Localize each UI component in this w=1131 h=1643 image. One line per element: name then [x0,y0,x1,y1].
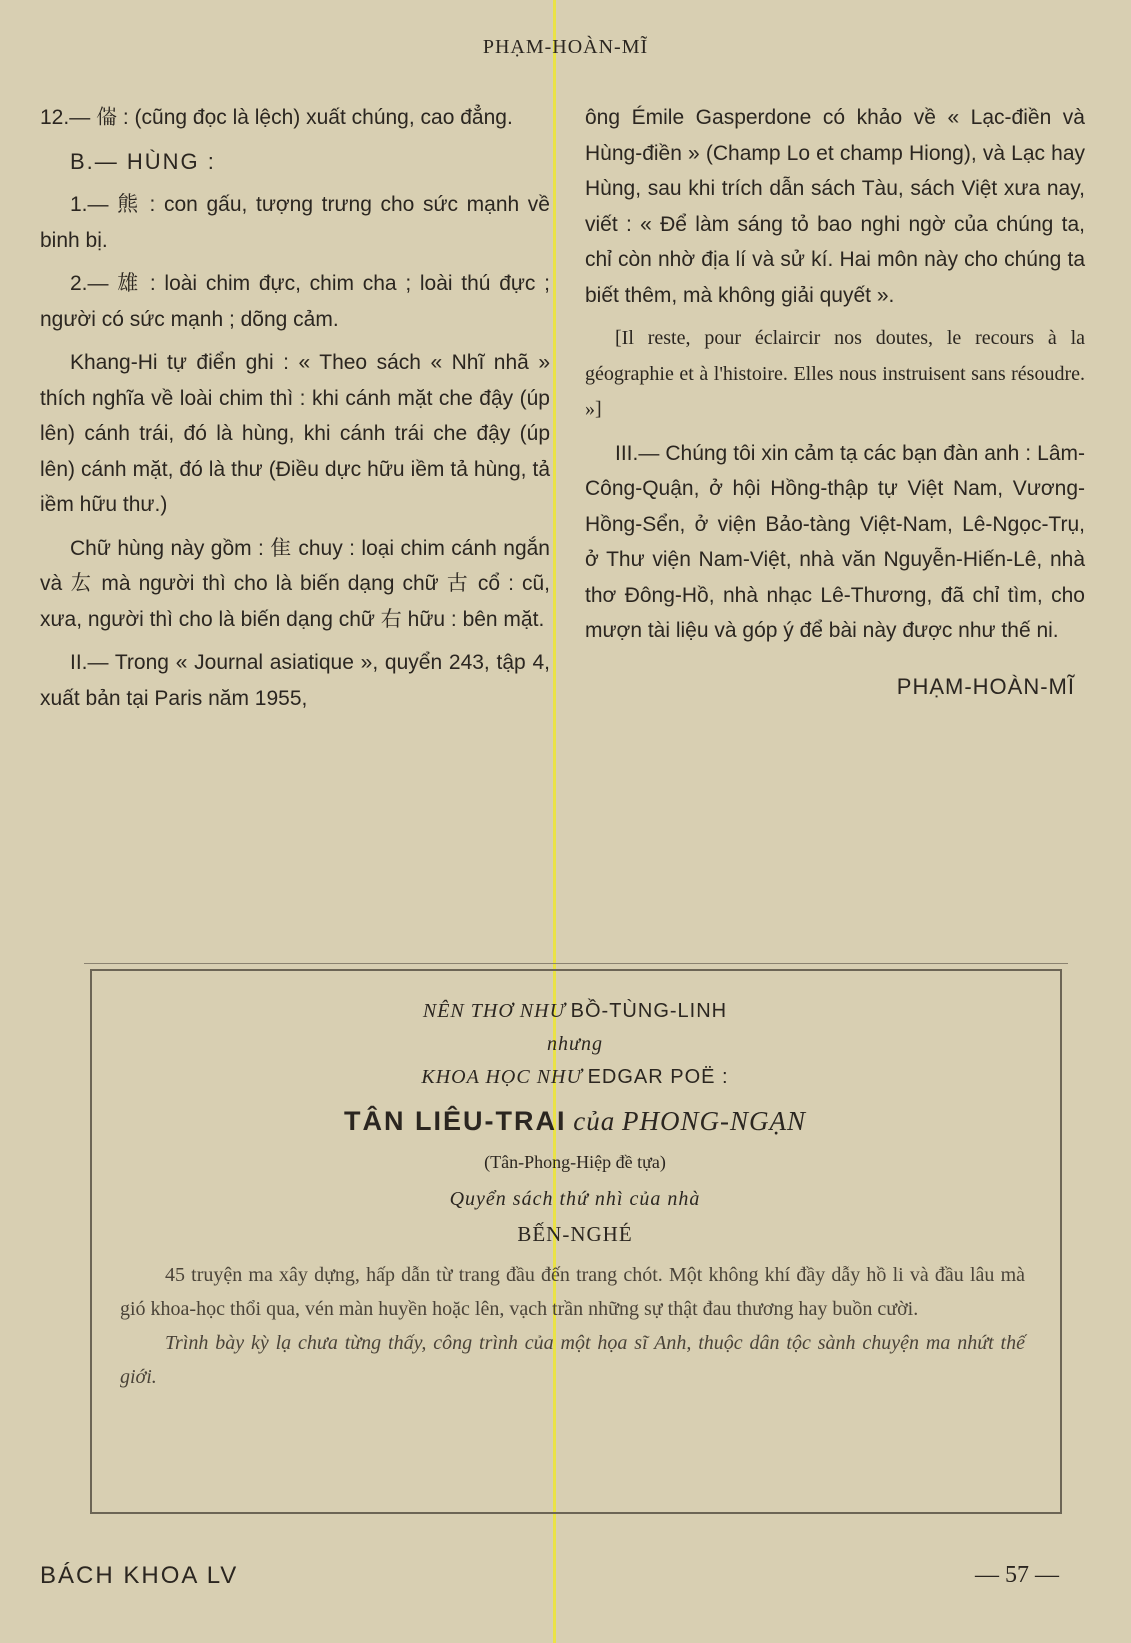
right-column [585,100,1085,712]
ad-series [110,1188,1040,1211]
ad-tagline-1-italic: NÊN THƠ NHƯ [422,1000,566,1022]
ad-outer-rule [84,963,1068,964]
ad-tagline-3 [110,1066,1040,1089]
paragraph: 1.— 熊 : con gấu, tượng trưng cho sức mạnh về binh bị. [40,193,550,252]
ad-subtitle: (Tân-Phong-Hiệp đề tựa) [484,1152,666,1172]
ad-tagline-1-name: BỒ-TÙNG-LINH [570,1000,728,1022]
ad-publisher: BẾN-NGHÉ [517,1222,633,1246]
ad-book-title [110,1106,1040,1137]
page-number: — 57 — [975,1562,1059,1588]
ad-tagline-1 [110,1000,1040,1023]
ad-series-text: Quyển sách thứ nhì của nhà [449,1188,701,1210]
paragraph: ông Émile Gasperdone có khảo về « Lạc-điền và Hùng-điền » (Champ Lo et champ Hiong), và Lạc hay Hùng, sau khi trích dẫn sách Tàu, sách Việt xưa nay, viết : « Để làm sáng tỏ bao nghi ngờ của chúng ta, chỉ còn nhờ địa lí và sử kí. Hai môn này cho chúng ta biết thêm, mà không giải quyết ». [585,106,1085,307]
author-signature: PHẠM-HOÀN-MĨ [896,673,1075,699]
ad-bottom-rule [90,1512,1062,1514]
paragraph: 12.— 𠍓 : (cũng đọc là lệch) xuất chúng, cao đẳng. [40,106,513,129]
paragraph: II.— Trong « Journal asiatique », quyển 243, tập 4, xuất bản tại Paris năm 1955, [40,651,550,710]
book-author: PHONG-NGẠN [621,1106,806,1136]
magazine-name: BÁCH KHOA LV [40,1562,239,1589]
paragraph: Khang-Hi tự điển ghi : « Theo sách « Nhĩ nhã » thích nghĩa về loài chim thì : khi cánh mặt che đậy (úp lên) cánh trái, đó là hùng, khi cánh trái che đậy (úp lên) cánh mặt, đó là thư (Điều dực hữu iềm tả hùng, tả iềm hữu thư.) [40,351,550,516]
paragraph: Chữ hùng này gồm : 隹 chuy : loại chim cánh ngắn và 厷 mà người thì cho là biến dạng chữ 古 cổ : cũ, xưa, người thì cho là biến dạng chữ 右 hữu : bên mặt. [40,536,550,631]
ad-description [120,1258,1025,1394]
section-heading: B.— HÙNG : [70,148,216,174]
ad-tagline-2 [110,1033,1040,1056]
book-title: TÂN LIÊU-TRAI [344,1106,567,1136]
ad-tagline-2-text: nhưng [547,1033,603,1055]
french-quote: [Il reste, pour éclaircir nos doutes, le recours à la géographie et à l'histoire. Elles nous instruisent sans résoudre. »] [585,327,1085,420]
ad-body-paragraph: 45 truyện ma xây dựng, hấp dẫn từ trang đầu đến trang chót. Một không khí đầy dẫy hồ li và đầu lâu mà gió khoa-học thổi qua, vén màn huyền hoặc lên, vạch trần những sự thật đau thương hay buồn cười. [120,1264,1025,1320]
ad-body-paragraph-italic: Trình bày kỳ lạ chưa từng thấy, công trình của một họa sĩ Anh, thuộc dân tộc sành chuyện ma nhứt thế giới. [120,1332,1025,1388]
running-head: PHẠM-HOÀN-MĨ [482,36,649,58]
ad-tagline-3-name: EDGAR POË : [587,1066,729,1088]
ad-tagline-3-italic: KHOA HỌC NHƯ [421,1066,583,1088]
left-column [40,100,550,724]
book-title-connector: của [573,1106,616,1136]
paragraph: 2.— 雄 : loài chim đực, chim cha ; loài thú đực ; người có sức mạnh ; dõng cảm. [40,272,550,331]
paragraph: III.— Chúng tôi xin cảm tạ các bạn đàn anh : Lâm-Công-Quận, ở hội Hồng-thập tự Việt Nam, Vương-Hồng-Sển, ở viện Bảo-tàng Việt-Nam, Lê-Ngọc-Trụ, ở Thư viện Nam-Việt, nhà văn Nguyễn-Hiến-Lê, nhà thơ Đông-Hồ, nhà nhạc Lê-Thương, đã chỉ tìm, cho mượn tài liệu và góp ý để bài này được như thế ni. [585,441,1085,642]
